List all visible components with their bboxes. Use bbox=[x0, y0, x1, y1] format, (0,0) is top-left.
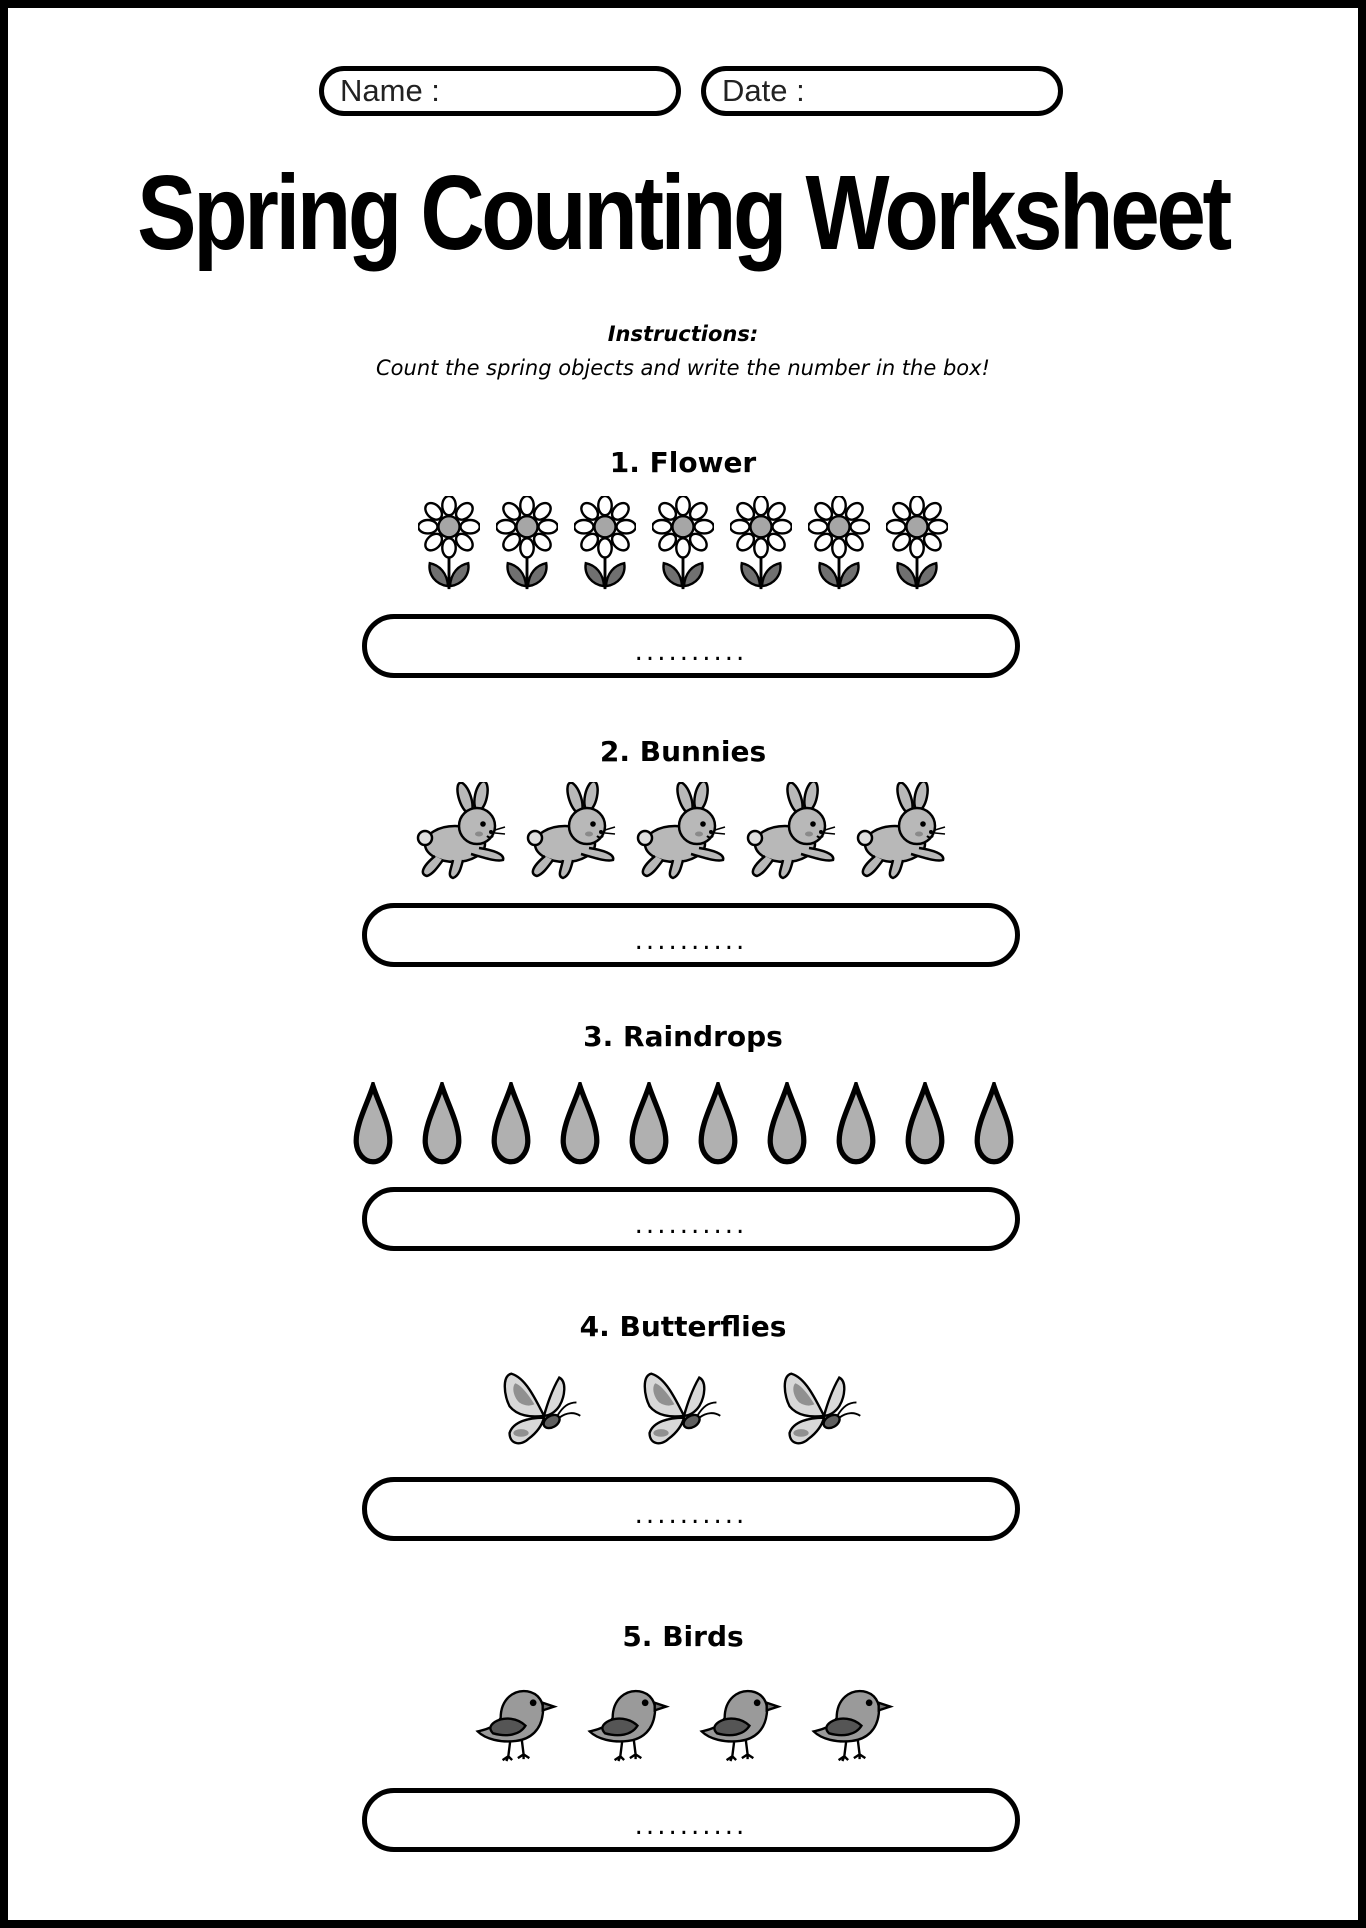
raindrop-icon bbox=[559, 1082, 601, 1166]
flower-icon bbox=[418, 496, 480, 592]
bunny-icon bbox=[523, 782, 623, 882]
flower-row bbox=[8, 492, 1358, 592]
butterfly-icon bbox=[780, 1368, 866, 1454]
section-title-flower: 1. Flower bbox=[609, 446, 757, 479]
butterfly-icon bbox=[500, 1368, 586, 1454]
bird-icon bbox=[472, 1676, 558, 1762]
answer-box-butterflies[interactable] bbox=[362, 1477, 1020, 1541]
answer-dots: .......... bbox=[634, 637, 748, 667]
bird-icon bbox=[696, 1676, 782, 1762]
answer-box-raindrops[interactable] bbox=[362, 1187, 1020, 1251]
raindrop-icon bbox=[490, 1082, 532, 1166]
date-field[interactable] bbox=[701, 66, 1063, 116]
bunny-icon bbox=[633, 782, 733, 882]
section-title-birds: 5. Birds bbox=[622, 1620, 744, 1653]
bird-icon bbox=[808, 1676, 894, 1762]
raindrop-icon bbox=[628, 1082, 670, 1166]
flower-icon bbox=[886, 496, 948, 592]
answer-dots: .......... bbox=[634, 1500, 748, 1530]
flower-icon bbox=[652, 496, 714, 592]
butterfly-icon bbox=[640, 1368, 726, 1454]
section-title-butterflies: 4. Butterflies bbox=[579, 1310, 787, 1343]
answer-box-birds[interactable] bbox=[362, 1788, 1020, 1852]
answer-dots: .......... bbox=[634, 1811, 748, 1841]
raindrop-row bbox=[8, 1080, 1358, 1166]
instructions-heading: Instructions: bbox=[607, 322, 759, 346]
raindrop-icon bbox=[352, 1082, 394, 1166]
raindrop-icon bbox=[973, 1082, 1015, 1166]
flower-icon bbox=[574, 496, 636, 592]
butterfly-row bbox=[8, 1362, 1358, 1454]
section-title-bunnies: 2. Bunnies bbox=[599, 735, 767, 768]
bunny-icon bbox=[853, 782, 953, 882]
bird-icon bbox=[584, 1676, 670, 1762]
answer-dots: .......... bbox=[634, 926, 748, 956]
flower-icon bbox=[496, 496, 558, 592]
raindrop-icon bbox=[766, 1082, 808, 1166]
bunny-row bbox=[8, 778, 1358, 882]
flower-icon bbox=[808, 496, 870, 592]
raindrop-icon bbox=[835, 1082, 877, 1166]
answer-box-bunnies[interactable] bbox=[362, 903, 1020, 967]
raindrop-icon bbox=[697, 1082, 739, 1166]
raindrop-icon bbox=[904, 1082, 946, 1166]
bird-row bbox=[8, 1670, 1358, 1762]
raindrop-icon bbox=[421, 1082, 463, 1166]
name-field[interactable] bbox=[319, 66, 681, 116]
instructions-text: Count the spring objects and write the number in the box! bbox=[376, 356, 990, 380]
bunny-icon bbox=[413, 782, 513, 882]
answer-box-flower[interactable] bbox=[362, 614, 1020, 678]
name-label: Name : bbox=[340, 73, 440, 108]
date-label: Date : bbox=[722, 73, 805, 108]
answer-dots: .......... bbox=[634, 1210, 748, 1240]
page-title: Spring Counting Worksheet bbox=[137, 154, 1229, 272]
section-title-raindrops: 3. Raindrops bbox=[583, 1020, 783, 1053]
flower-icon bbox=[730, 496, 792, 592]
bunny-icon bbox=[743, 782, 843, 882]
